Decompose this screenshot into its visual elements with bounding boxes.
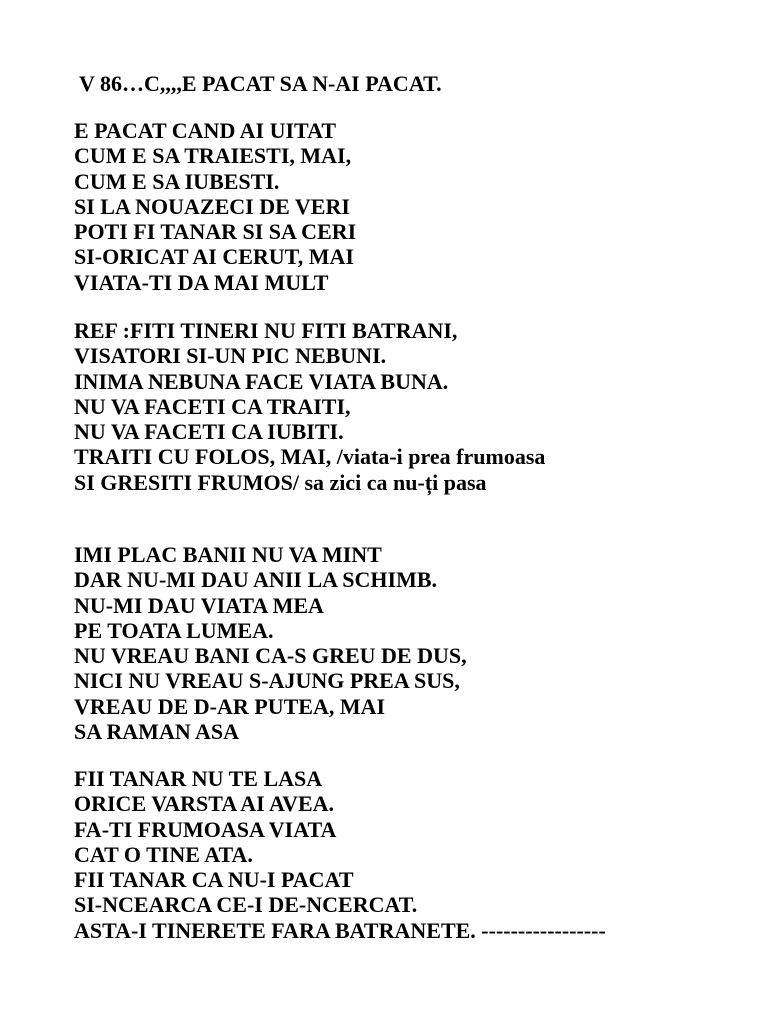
- lyric-line: POTI FI TANAR SI SA CERI: [74, 219, 357, 245]
- lyric-line: VIATA-TI DA MAI MULT: [74, 269, 329, 295]
- lyric-line: FA-TI FRUMOASA VIATA: [74, 816, 337, 842]
- lyric-line: ASTA-I TINERETE FARA BATRANETE. -----------------: [74, 917, 606, 943]
- lyric-line: NU VA FACETI CA IUBITI.: [74, 419, 344, 445]
- lyric-line: FII TANAR CA NU-I PACAT: [74, 867, 354, 893]
- lyric-line: VREAU DE D-AR PUTEA, MAI: [74, 693, 386, 719]
- lyric-line: CUM E SA TRAIESTI, MAI,: [74, 143, 352, 169]
- lyric-line: NU-MI DAU VIATA MEA: [74, 592, 324, 618]
- lyric-line: DAR NU-MI DAU ANII LA SCHIMB.: [74, 567, 438, 593]
- lyric-line: SI LA NOUAZECI DE VERI: [74, 193, 350, 219]
- lyric-line: FII TANAR NU TE LASA: [74, 766, 323, 791]
- lyric-line: REF :FITI TINERI NU FITI BATRANI,: [74, 318, 458, 343]
- stanza-verse-2: [74, 542, 467, 744]
- lyric-line: CUM E SA IUBESTI.: [74, 168, 280, 194]
- lyric-line: CAT O TINE ATA.: [74, 841, 253, 867]
- lyric-line: SI-ORICAT AI CERUT, MAI: [74, 244, 354, 270]
- lyric-line: INIMA NEBUNA FACE VIATA BUNA.: [74, 368, 449, 394]
- lyric-line: IMI PLAC BANII NU VA MINT: [74, 542, 382, 567]
- lyric-line: ORICE VARSTA AI AVEA.: [74, 791, 335, 817]
- stanza-verse-1: [74, 118, 356, 295]
- lyric-line: VISATORI SI-UN PIC NEBUNI.: [74, 343, 387, 369]
- lyric-line: SI-NCEARCA CE-I DE-NCERCAT.: [74, 892, 418, 918]
- lyric-line: PE TOATA LUMEA.: [74, 617, 274, 643]
- lyric-line: E PACAT CAND AI UITAT: [74, 118, 336, 143]
- lyric-line: SA RAMAN ASA: [74, 719, 240, 745]
- lyric-line: SI GRESITI FRUMOS/ sa zici ca nu-ți pasa: [74, 469, 487, 495]
- lyric-line: TRAITI CU FOLOS, MAI, /viata-i prea frumoasa: [74, 444, 546, 470]
- lyric-line: NICI NU VREAU S-AJUNG PREA SUS,: [74, 668, 460, 694]
- song-title: V 86…C,,,,E PACAT SA N-AI PACAT.: [79, 71, 442, 96]
- lyric-line: NU VREAU BANI CA-S GREU DE DUS,: [74, 643, 467, 669]
- lyric-line: NU VA FACETI CA TRAITI,: [74, 393, 351, 419]
- stanza-refrain: [74, 318, 545, 495]
- stanza-verse-3: [74, 766, 606, 943]
